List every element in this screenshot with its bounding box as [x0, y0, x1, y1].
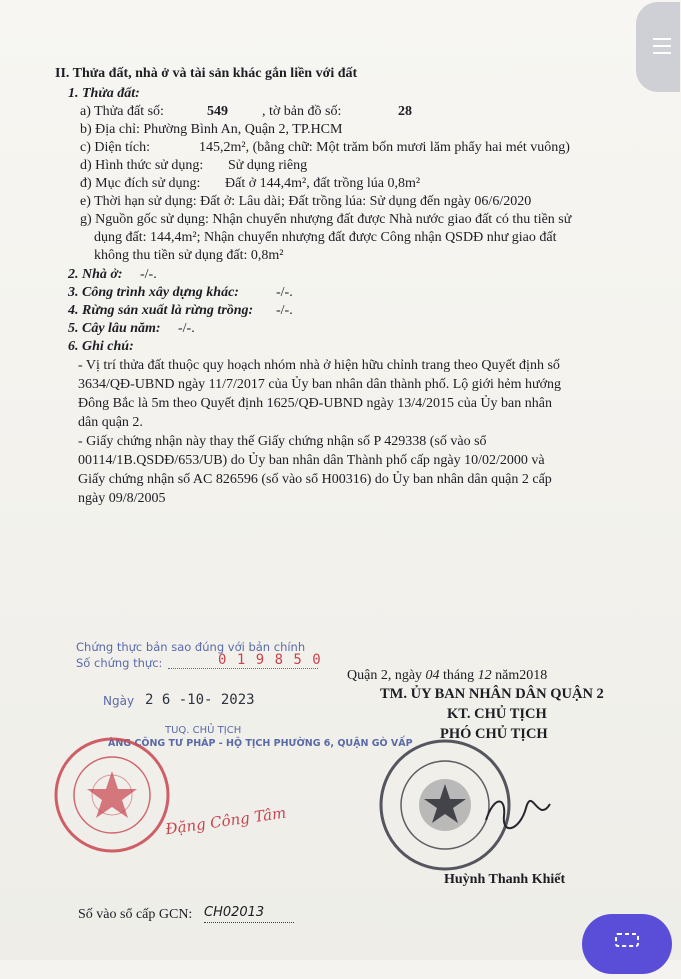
note-1-line-2: 3634/QĐ-UBND ngày 11/7/2017 của Ủy ban nhân dân thành phố. Lộ giới hẻm hướng	[78, 377, 562, 392]
issue-year: 2018	[519, 668, 548, 683]
registry-number-value: CH02013	[204, 905, 265, 920]
usage-term-line: e) Thời hạn sử dụng: Đất ở: Lâu dài; Đất trồng lúa: Sử dụng đến ngày 06/6/2020	[80, 194, 532, 209]
registry-dotted-line	[204, 922, 294, 923]
forest-heading: 4. Rừng sản xuất là rừng trồng:	[68, 303, 254, 318]
house-value: -/-.	[140, 267, 157, 282]
parcel-number-label: a) Thửa đất số:	[80, 104, 164, 119]
other-works-heading: 3. Công trình xây dựng khác:	[68, 285, 239, 300]
issuer-committee: TM. ỦY BAN NHÂN DÂN QUẬN 2	[380, 686, 604, 702]
usage-form-value: Sử dụng riêng	[228, 158, 308, 173]
notes-heading: 6. Ghi chú:	[68, 339, 134, 354]
issue-year-label: năm	[495, 668, 520, 683]
issue-month: 12	[477, 668, 492, 683]
note-1-line-1: - Vị trí thửa đất thuộc quy hoạch nhóm nhà ở hiện hữu chỉnh trang theo Quyết định số	[78, 358, 560, 373]
registry-number-label: Số vào sổ cấp GCN:	[78, 907, 193, 922]
certification-number: 0 1 9 8 5 0	[218, 652, 322, 668]
note-2-line-2: 00114/1B.QSDĐ/653/UB) do Ủy ban nhân dân Thành phố cấp ngày 10/02/2000 và	[78, 453, 545, 468]
map-sheet-number: 28	[398, 104, 412, 119]
issue-place-prefix: Quận 2, ngày	[347, 668, 423, 683]
house-heading: 2. Nhà ở:	[68, 267, 123, 282]
note-2-line-1: - Giấy chứng nhận này thay thế Giấy chứng nhận số P 429338 (số vào sổ	[78, 434, 487, 449]
note-1-line-3: Đông Bắc là 5m theo Quyết định 1625/QĐ-UBND ngày 13/4/2015 của Ủy ban nhân	[78, 396, 552, 411]
trees-value: -/-.	[178, 321, 195, 336]
certification-office: ÀNG CÔNG TƯ PHÁP - HỘ TỊCH PHƯỜNG 6, QUẬN GÒ VẤP	[108, 738, 413, 749]
forest-value: -/-.	[276, 303, 293, 318]
section-title: II. Thửa đất, nhà ở và tài sản khác gắn liền với đất	[55, 66, 358, 81]
note-2-line-4: ngày 09/8/2005	[78, 491, 166, 506]
issuer-signer-name: Huỳnh Thanh Khiết	[444, 872, 566, 887]
certification-line: Chứng thực bản sao đúng với bản chính	[76, 640, 306, 654]
parcel-number: 549	[207, 104, 228, 119]
usage-form-label: d) Hình thức sử dụng:	[80, 158, 204, 173]
ward-signature: Đặng Công Tâm	[164, 803, 288, 839]
origin-line-1: g) Nguồn gốc sử dụng: Nhận chuyển nhượng đất được Nhà nước giao đất có thu tiền sử	[80, 212, 572, 227]
origin-line-3: không thu tiền sử dụng đất: 0,8m²	[94, 248, 284, 263]
parcel-heading: 1. Thửa đất:	[68, 86, 140, 101]
usage-purpose-label: đ) Mục đích sử dụng:	[80, 176, 201, 191]
area-value: 145,2m², (bằng chữ: Một trăm bốn mươi lăm phẩy hai mét vuông)	[199, 140, 570, 155]
issue-day: 04	[425, 668, 440, 683]
certification-role: TUQ. CHỦ TỊCH	[165, 725, 242, 736]
issue-month-label: tháng	[443, 668, 475, 683]
issuer-signature	[480, 790, 560, 840]
side-menu-handle[interactable]	[636, 2, 680, 92]
issuer-role-2: PHÓ CHỦ TỊCH	[440, 726, 548, 742]
issuer-role-1: KT. CHỦ TỊCH	[447, 706, 547, 722]
area-label: c) Diện tích:	[80, 140, 150, 155]
certification-number-label: Số chứng thực:	[76, 656, 163, 670]
address-line: b) Địa chỉ: Phường Bình An, Quận 2, TP.HCM	[80, 122, 343, 137]
menu-icon	[636, 2, 680, 92]
issue-place-date	[347, 667, 547, 684]
note-2-line-3: Giấy chứng nhận số AC 826596 (số vào sổ H00316) do Ủy ban nhân dân quận 2 cấp	[78, 472, 552, 487]
trees-heading: 5. Cây lâu năm:	[68, 321, 161, 336]
ward-seal	[52, 735, 172, 855]
floating-action-button[interactable]	[582, 914, 672, 974]
note-1-line-4: dân quận 2.	[78, 415, 143, 430]
certification-date: 2 6 -10- 2023	[145, 692, 255, 708]
origin-line-2: dụng đất: 144,4m²; Nhận chuyển nhượng đất được Công nhận QSDĐ như giao đất	[94, 230, 557, 245]
certification-date-label: Ngày	[103, 694, 135, 708]
map-sheet-label: , tờ bản đồ số:	[262, 104, 342, 119]
other-works-value: -/-.	[276, 285, 293, 300]
message-icon	[582, 914, 672, 974]
certification-dotted-line	[168, 668, 318, 669]
usage-purpose-value: Đất ở 144,4m², đất trồng lúa 0,8m²	[225, 176, 421, 191]
